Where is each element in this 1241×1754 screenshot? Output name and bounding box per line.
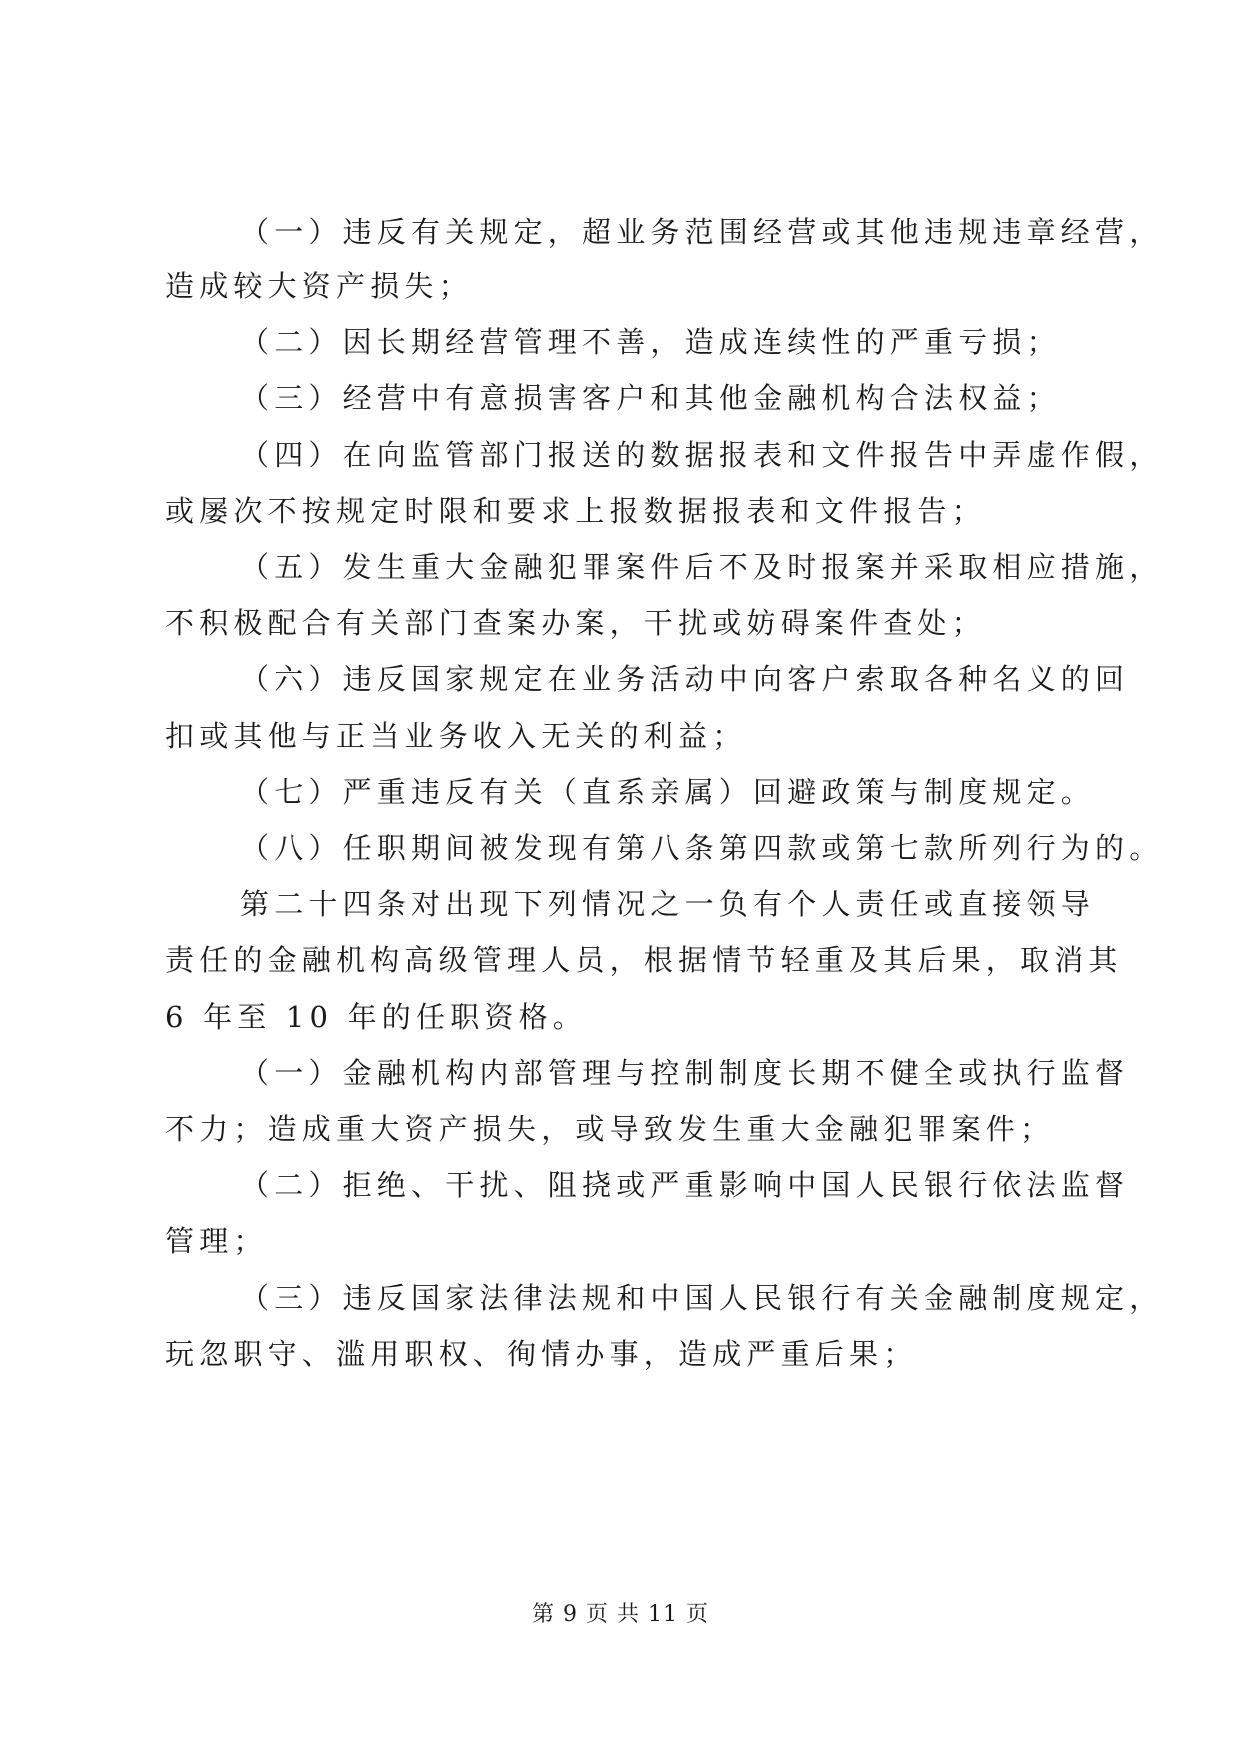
paragraph-line: （一）违反有关规定，超业务范围经营或其他违规违章经营， (240, 215, 1164, 249)
paragraph-line: 玩忽职守、滥用职权、徇情办事，造成严重后果； (165, 1337, 918, 1371)
page-footer: 第 9 页 共 11 页 (532, 1602, 709, 1627)
paragraph-line: （一）金融机构内部管理与控制制度长期不健全或执行监督 (240, 1056, 1130, 1090)
paragraph-line: （三）违反国家法律法规和中国人民银行有关金融制度规定， (240, 1281, 1164, 1315)
paragraph-line: 不积极配合有关部门查案办案，干扰或妨碍案件查处； (165, 606, 986, 640)
paragraph-line: （五）发生重大金融犯罪案件后不及时报案并采取相应措施， (240, 550, 1164, 584)
paragraph-line: （二）因长期经营管理不善，造成连续性的严重亏损； (240, 325, 1061, 359)
paragraph-line: （二）拒绝、干扰、阻挠或严重影响中国人民银行依法监督 (240, 1168, 1130, 1202)
paragraph-line: 造成较大资产损失； (165, 269, 473, 303)
paragraph-line: （七）严重违反有关（直系亲属）回避政策与制度规定。 (240, 775, 1096, 809)
paragraph-line: （八）任职期间被发现有第八条第四款或第七款所列行为的。 (240, 831, 1164, 865)
paragraph-line: （三）经营中有意损害客户和其他金融机构合法权益； (240, 381, 1061, 415)
paragraph-line: 或屡次不按规定时限和要求上报数据报表和文件报告； (165, 494, 986, 528)
paragraph-line: 扣或其他与正当业务收入无关的利益； (165, 719, 747, 753)
paragraph-line: （四）在向监管部门报送的数据报表和文件报告中弄虚作假， (240, 438, 1164, 472)
paragraph-line: 第二十四条对出现下列情况之一负有个人责任或直接领导 (240, 887, 1096, 921)
paragraph-line: 管理； (165, 1224, 268, 1258)
paragraph-line: 不力；造成重大资产损失，或导致发生重大金融犯罪案件； (165, 1112, 1055, 1146)
paragraph-line: 6 年至 10 年的任职资格。 (165, 1000, 588, 1034)
paragraph-line: （六）违反国家规定在业务活动中向客户索取各种名义的回 (240, 662, 1130, 696)
paragraph-line: 责任的金融机构高级管理人员，根据情节轻重及其后果，取消其 (165, 943, 1123, 977)
